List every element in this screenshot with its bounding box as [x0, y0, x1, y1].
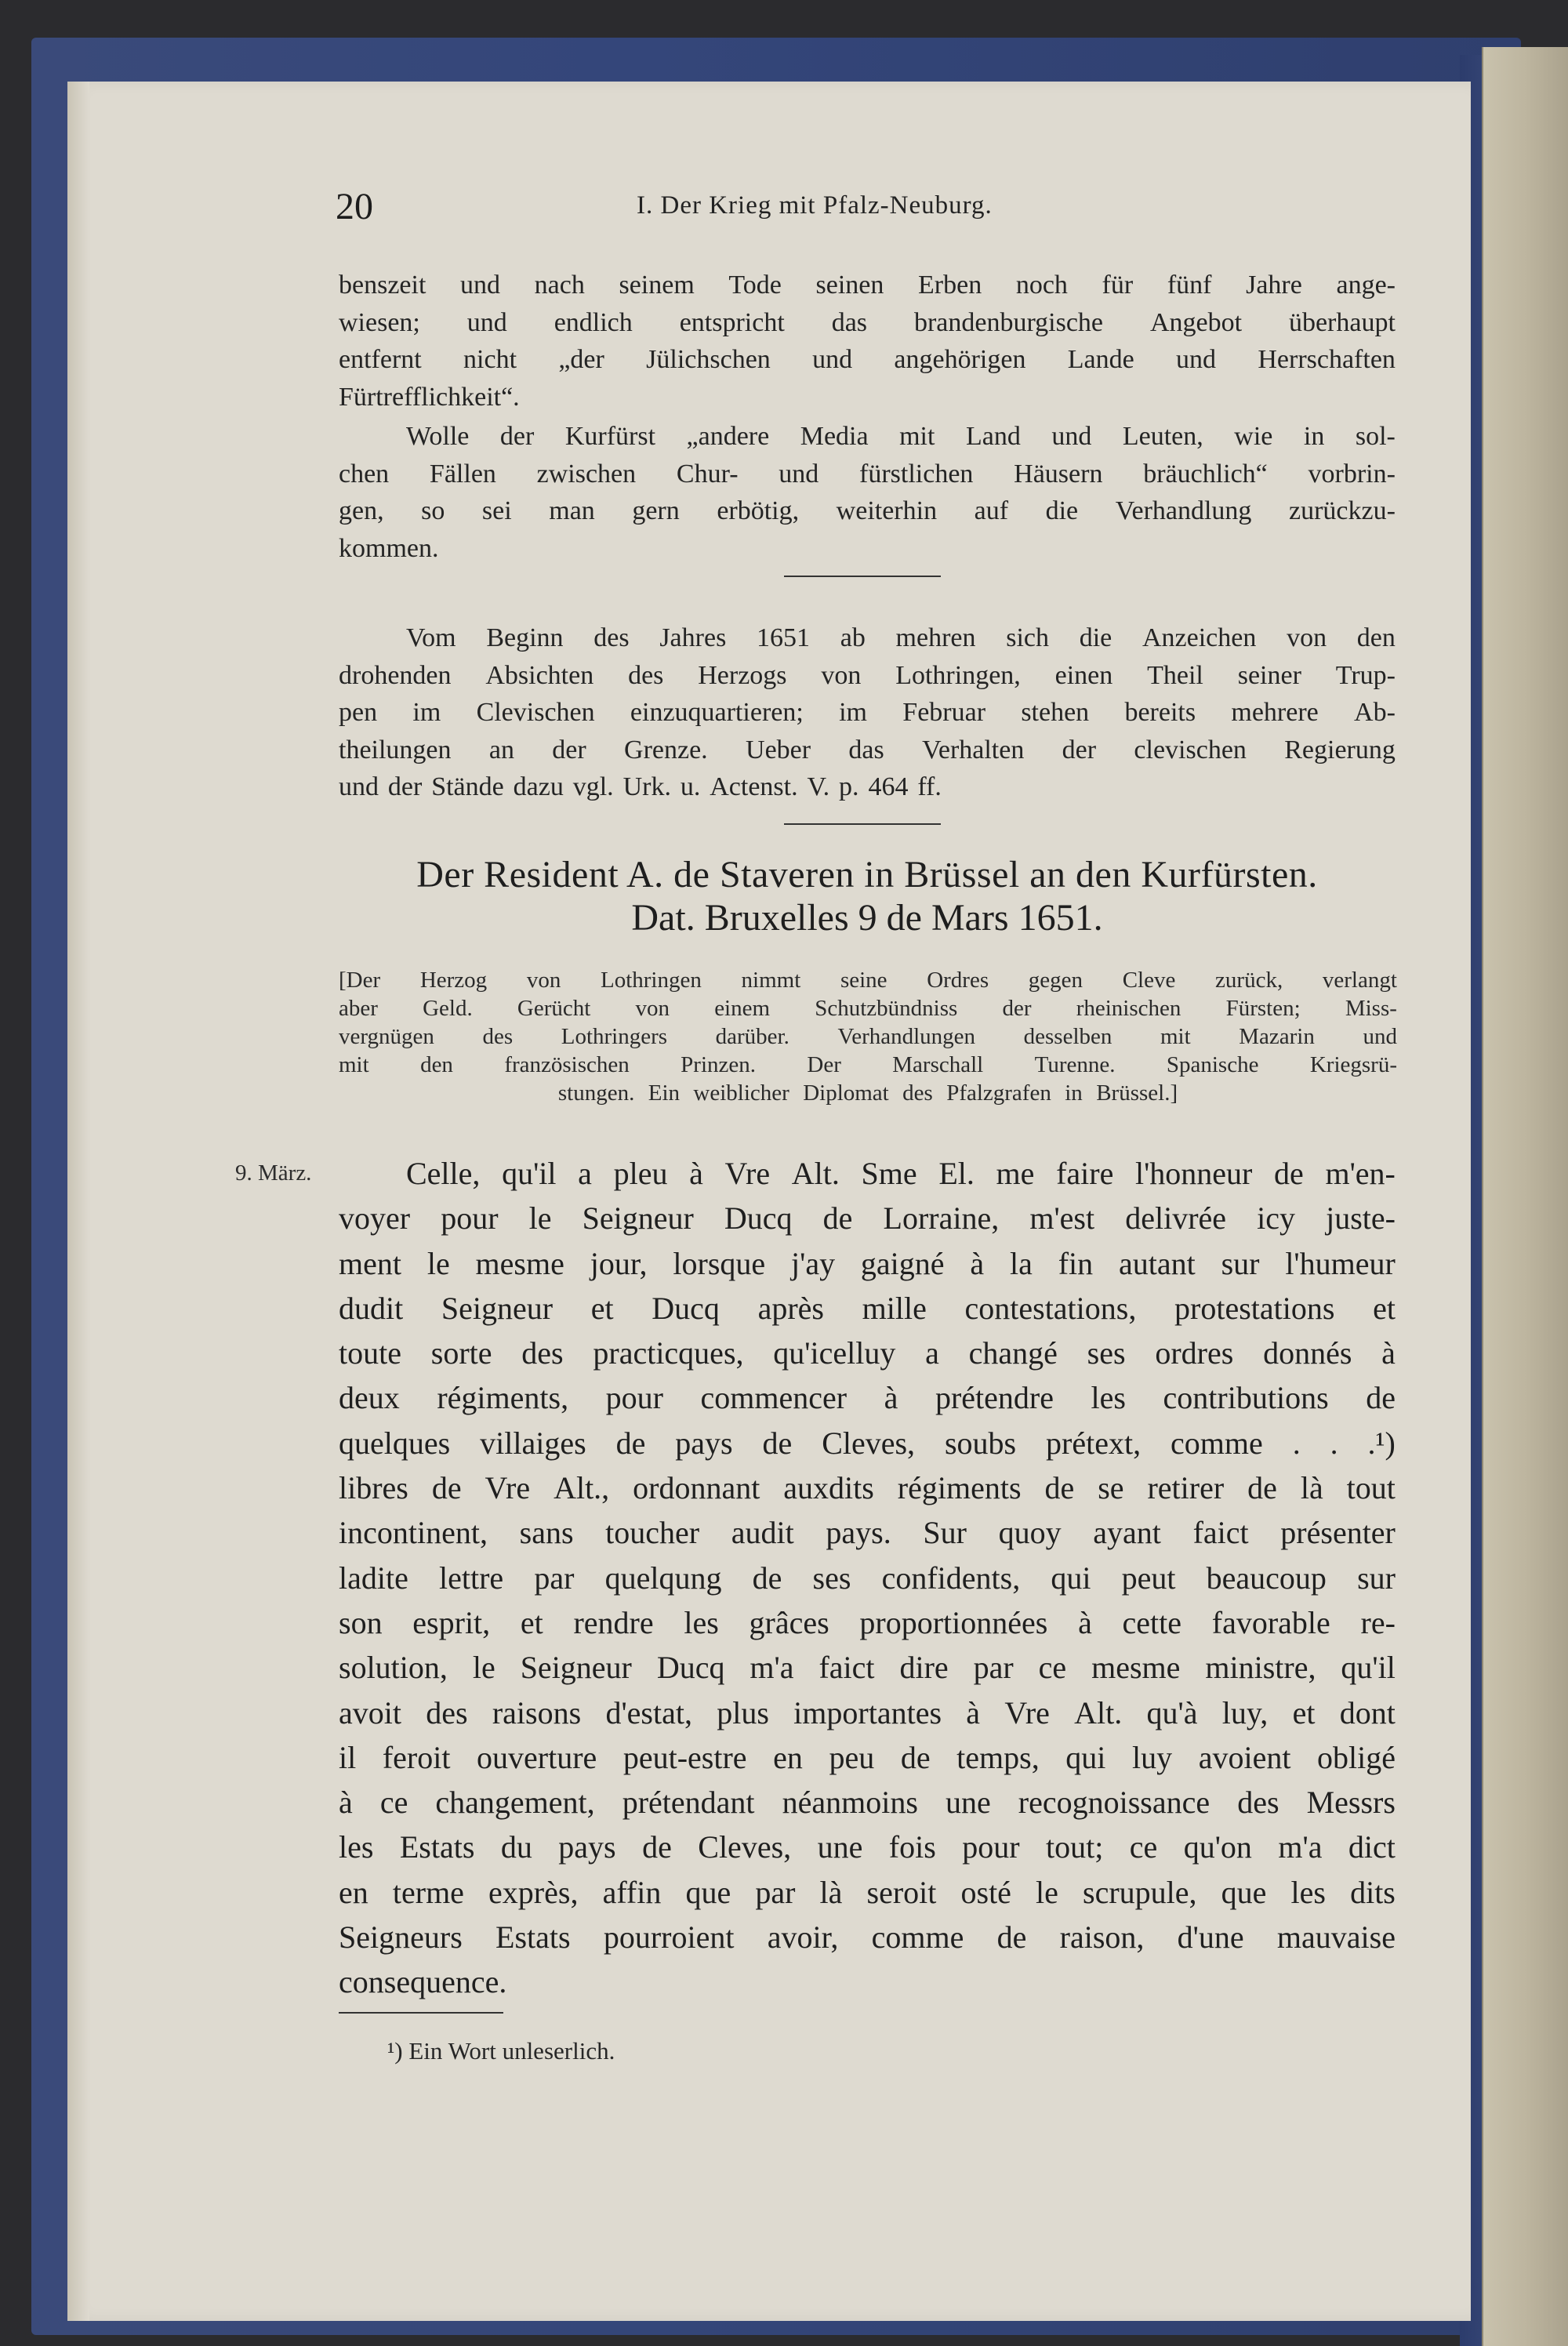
- summary-line: aber Geld. Gerücht von einem Schutzbündniss der rheinischen Fürsten; Miss-: [339, 996, 1397, 1021]
- text-line: theilungen an der Grenze. Ueber das Verhalten der clevischen Regierung: [339, 735, 1396, 764]
- page-gutter: [67, 82, 89, 2321]
- text-line: pen im Clevischen einzuquartieren; im Februar stehen bereits mehrere Ab-: [339, 698, 1396, 727]
- text-line: il feroit ouverture peut-estre en peu de temps, qui luy avoient obligé: [339, 1739, 1396, 1775]
- text-line: Vom Beginn des Jahres 1651 ab mehren sich die Anzeichen von den: [406, 623, 1396, 652]
- text-line: wiesen; und endlich entspricht das brandenburgische Angebot überhaupt: [339, 307, 1396, 337]
- document-heading: Der Resident A. de Staveren in Brüssel an den Kurfürsten.: [416, 854, 1318, 895]
- text-line: consequence.: [339, 1964, 507, 2000]
- text-line: entfernt nicht „der Jülichschen und angehörigen Lande und Herrschaften: [339, 345, 1396, 374]
- page-stack-edge: [1482, 47, 1568, 2346]
- summary-line: [Der Herzog von Lothringen nimmt seine Ordres gegen Cleve zurück, verlangt: [339, 968, 1397, 993]
- text-line: und der Stände dazu vgl. Urk. u. Actenst. V. p. 464 ff.: [339, 772, 942, 801]
- page-number: 20: [336, 186, 373, 227]
- text-line: ladite lettre par quelqung de ses confidents, qui peut beaucoup sur: [339, 1560, 1396, 1596]
- section-rule: [784, 576, 941, 577]
- text-line: quelques villaiges de pays de Cleves, soubs prétext, comme . . .¹): [339, 1425, 1396, 1461]
- paragraph-2: [339, 418, 1396, 567]
- text-line: gen, so sei man gern erbötig, weiterhin auf die Verhandlung zurückzu-: [339, 496, 1396, 525]
- text-line: les Estats du pays de Cleves, une fois pour tout; ce qu'on m'a dict: [339, 1829, 1396, 1865]
- running-title: I. Der Krieg mit Pfalz-Neuburg.: [637, 191, 993, 220]
- text-line: Celle, qu'il a pleu à Vre Alt. Sme El. me faire l'honneur de m'en-: [406, 1156, 1396, 1191]
- text-line: Seigneurs Estats pourroient avoir, comme de raison, d'une mauvaise: [339, 1919, 1396, 1956]
- text-line: chen Fällen zwischen Chur- und fürstlichen Häusern bräuchlich“ vorbrin-: [339, 459, 1396, 488]
- text-line: kommen.: [339, 533, 439, 563]
- footnote-rule: [339, 2012, 503, 2014]
- text-line: dudit Seigneur et Ducq après mille contestations, protestations et: [339, 1290, 1396, 1326]
- section-rule: [784, 823, 941, 825]
- text-line: drohenden Absichten des Herzogs von Lothringen, einen Theil seiner Trup-: [339, 660, 1396, 690]
- text-line: ment le mesme jour, lorsque j'ay gaigné à la fin autant sur l'humeur: [339, 1245, 1396, 1281]
- text-line: son esprit, et rendre les grâces proportionnées à cette favorable re-: [339, 1604, 1396, 1640]
- text-line: en terme exprès, affin que par là seroit osté le scrupule, que les dits: [339, 1874, 1396, 1910]
- text-line: toute sorte des practicques, qu'icelluy a changé ses ordres donnés à: [339, 1335, 1396, 1371]
- text-line: incontinent, sans toucher audit pays. Sur quoy ayant faict présenter: [339, 1515, 1396, 1551]
- margin-date: 9. März.: [235, 1160, 312, 1186]
- text-line: Wolle der Kurfürst „andere Media mit Land und Leuten, wie in sol-: [406, 422, 1396, 451]
- summary-line: vergnügen des Lothringers darüber. Verhandlungen desselben mit Mazarin und: [339, 1024, 1397, 1049]
- text-line: libres de Vre Alt., ordonnant auxdits régiments de se retirer de là tout: [339, 1470, 1396, 1506]
- paragraph-3: [339, 619, 1396, 806]
- paragraph-1: [339, 267, 1396, 416]
- summary-line: mit den französischen Prinzen. Der Marschall Turenne. Spanische Kriegsrü-: [339, 1052, 1397, 1077]
- text-line: avoit des raisons d'estat, plus importantes à Vre Alt. qu'à luy, et dont: [339, 1694, 1396, 1730]
- summary: [339, 966, 1397, 1107]
- text-line: Fürtrefflichkeit“.: [339, 382, 520, 412]
- text-line: solution, le Seigneur Ducq m'a faict dire par ce mesme ministre, qu'il: [339, 1650, 1396, 1686]
- text-line: voyer pour le Seigneur Ducq de Lorraine, m'est delivrée icy juste-: [339, 1200, 1396, 1237]
- text-line: à ce changement, prétendant néanmoins une recognoissance des Messrs: [339, 1785, 1396, 1821]
- footnote: ¹) Ein Wort unleserlich.: [387, 2037, 615, 2065]
- text-line: deux régiments, pour commencer à prétendre les contributions de: [339, 1380, 1396, 1416]
- text-line: benszeit und nach seinem Tode seinen Erben noch für fünf Jahre ange-: [339, 271, 1396, 300]
- document-date-heading: Dat. Bruxelles 9 de Mars 1651.: [631, 897, 1103, 939]
- letter-text: [339, 1151, 1396, 2005]
- summary-line: stungen. Ein weiblicher Diplomat des Pfalzgrafen in Brüssel.]: [557, 1080, 1178, 1106]
